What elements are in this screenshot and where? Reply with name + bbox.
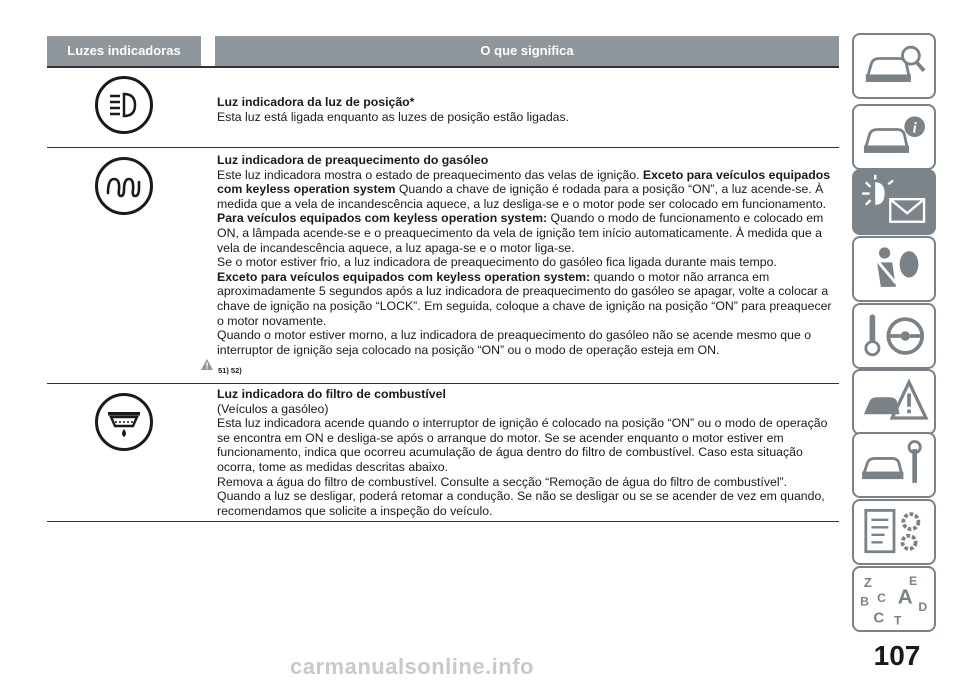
- car-search-icon: [854, 35, 934, 97]
- warning-reference: 51) 52): [218, 366, 242, 375]
- entry-paragraph: Quando o motor estiver morno, a luz indicadora de preaquecimento do gasóleo não se acende mesmo que o interruptor de ignição seja colocado na posição “ON” ou o modo de operação esteja em ON.: [217, 328, 812, 357]
- header-col-warning-lights: Luzes indicadoras: [47, 36, 201, 66]
- page-number: 107: [873, 640, 921, 671]
- entry-bold-text: Para veículos equipados com keyless operation system:: [217, 211, 548, 226]
- row-divider: [47, 521, 839, 522]
- warning-triangle-icon: [200, 358, 214, 371]
- header-divider: [47, 66, 839, 68]
- tab-key-steering[interactable]: [852, 303, 936, 369]
- specifications-gear-icon: [854, 501, 934, 563]
- entry-paragraph: Se o motor estiver frio, a luz indicadora de preaquecimento do gasóleo fica ligada durante mais tempo.: [217, 255, 777, 270]
- entry-text: Este luz indicadora mostra o estado de preaquecimento das velas de ignição.: [217, 167, 640, 182]
- entry-fuel-filter: [217, 387, 839, 518]
- entry-text: Quando a chave de ignição é rodada para a posição “ON”, a luz acende-se. À medida que a vela de incandescência aquece, a luz desliga-se e o motor pode ser colocado em funcionamento.: [217, 182, 827, 211]
- entry-title: Luz indicadora da luz de posição*: [217, 95, 415, 109]
- tab-specifications[interactable]: [852, 499, 936, 565]
- glow-plug-icon: [95, 157, 153, 215]
- position-light-icon: [95, 76, 153, 134]
- entry-position-light: [217, 95, 839, 124]
- svg-text:D: D: [918, 600, 928, 615]
- entry-body: Esta luz está ligada enquanto as luzes de posição estão ligadas.: [217, 109, 570, 124]
- seatbelt-airbag-icon: [854, 238, 934, 300]
- water-in-fuel-icon: [95, 393, 153, 451]
- entry-paragraph: Remova a água do filtro de combustível. Consulte a secção “Remoção de água do filtro de combustível”.: [217, 474, 788, 489]
- svg-text:B: B: [860, 594, 870, 609]
- tab-warning-lights[interactable]: [852, 169, 936, 235]
- svg-text:Z: Z: [863, 574, 872, 590]
- tab-alphabetical-index[interactable]: [852, 566, 936, 632]
- row-divider: [47, 383, 839, 384]
- roadside-warning-icon: [854, 371, 934, 433]
- tab-roadside[interactable]: [852, 369, 936, 435]
- watermark: carmanualsonline.info: [290, 654, 534, 679]
- car-service-icon: [854, 434, 934, 496]
- entry-text: quando o motor não arranca em aproximadamente 5 segundos após a luz indicadora de preaquecimento do gasóleo se apagar, volte a colocar a chave de ignição na posição “LOCK”. Em seguida, coloque a chave de ignição na posição “ON” para preaquecer o motor novamente.: [217, 269, 832, 328]
- tab-car-service[interactable]: [852, 432, 936, 498]
- entry-paragraph: [217, 270, 839, 328]
- entry-paragraph: [217, 168, 839, 256]
- svg-text:C: C: [877, 590, 886, 605]
- entry-text: Quando o modo de funcionamento e colocado em ON, a lâmpada acende-se e o preaquecimento da vela de ignição tem início automaticamente. À medida que a vela de incandescência aquece, a luz apaga-se e o motor liga-se.: [217, 211, 824, 255]
- key-steering-wheel-icon: [854, 305, 934, 367]
- entry-bold-text: Exceto para veículos equipados com keyless operation system:: [217, 269, 591, 284]
- tab-car-info[interactable]: [852, 104, 936, 170]
- entry-paragraph: Quando a luz se desligar, poderá retomar a condução. Se não se desligar ou se se acender de vez em quando, recomendamos que solicite a inspeção do veículo.: [217, 489, 825, 518]
- svg-text:T: T: [894, 613, 902, 628]
- tab-car-search[interactable]: [852, 33, 936, 99]
- header-col-meaning: O que significa: [215, 36, 839, 66]
- warning-light-message-icon: [854, 171, 934, 233]
- entry-glow-plug: [217, 153, 839, 357]
- entry-title: Luz indicadora do filtro de combustível: [217, 387, 446, 401]
- car-info-icon: [854, 106, 934, 168]
- tab-seatbelt-airbag[interactable]: [852, 236, 936, 302]
- entry-paragraph: (Veículos a gasóleo): [217, 401, 329, 416]
- svg-text:A: A: [897, 585, 913, 609]
- alphabet-index-icon: [854, 568, 934, 630]
- svg-text:C: C: [873, 609, 885, 627]
- entry-title: Luz indicadora de preaquecimento do gasóleo: [217, 153, 489, 167]
- entry-bold-text: Exceto para veículos equipados com keyless operation system: [217, 167, 831, 197]
- entry-paragraph: Esta luz indicadora acende quando o interruptor de ignição é colocado na posição “ON” ou o modo de operação se encontra em ON e desliga-se após o arranque do motor. Se se acender enquanto o motor estiver em funcionamento, indica que ocorreu acumulação de água dentro do filtro de combustível. Caso esta situação ocorra, tome as medidas descritas abaixo.: [217, 416, 828, 474]
- svg-text:i: i: [912, 120, 917, 137]
- row-divider: [47, 147, 839, 148]
- svg-text:E: E: [909, 573, 918, 588]
